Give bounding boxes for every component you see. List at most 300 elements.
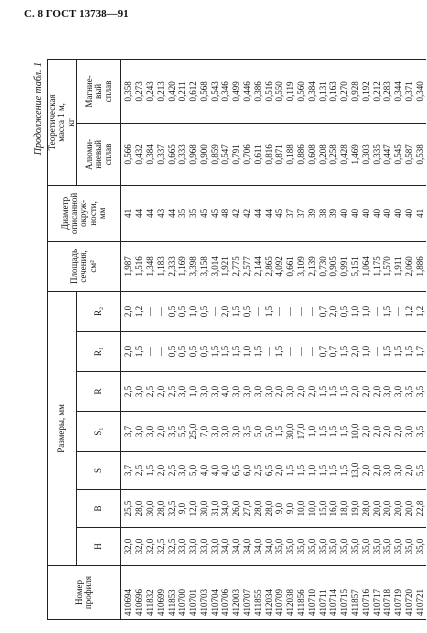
cell-alum-26: 0,587 [404,144,415,165]
column-H-values [121,528,426,566]
cell-area-2: 1,348 [144,256,155,277]
cell-B-13: 28,0 [263,500,274,517]
cell-area-8: 3,014 [209,256,220,277]
cell-area-5: 1,169 [177,256,188,277]
cell-R2-19: 2,0 [328,305,339,318]
cell-R1-2: — [144,347,155,356]
cell-R1-3: — [155,347,166,356]
cell-H-22: 35,0 [360,538,371,555]
cell-circle-21: 40 [350,208,361,218]
cell-R2-26: 1,2 [404,305,415,318]
cell-circle-14: 45 [274,208,285,218]
cell-R-18: 1,5 [317,385,328,398]
cell-S1-16: 17,0 [296,423,307,440]
cell-H-3: 32,5 [155,538,166,555]
cell-B-27: 22,8 [414,500,425,517]
col-header-profile: Номер профиля [48,566,121,620]
cell-alum-23: 0,335 [371,144,382,165]
cell-magn-14: 0,550 [274,81,285,102]
cell-S1-11: 3,5 [242,425,253,438]
cell-profile-10: 412003 [231,589,242,616]
cell-R1-4: 0,5 [166,345,177,358]
col-header-aluminium: Алюми- ниевый сплав [77,123,121,185]
cell-S-21: 13,0 [350,462,361,479]
cell-B-21: 19,0 [350,500,361,517]
cell-H-1: 32,0 [134,538,145,555]
cell-S1-21: 10,0 [350,423,361,440]
cell-magn-24: 0,283 [382,81,393,102]
cell-magn-0: 0,358 [123,81,134,102]
cell-S1-27: 3,5 [414,425,425,438]
cell-R1-23: — [371,347,382,356]
cell-S1-20: 1,5 [339,425,350,438]
cell-H-6: 33,0 [188,538,199,555]
cell-S1-18: 1,5 [317,425,328,438]
cell-R1-17: — [306,347,317,356]
cell-circle-26: 40 [404,208,415,218]
cell-area-25: 1,911 [393,256,404,277]
cell-R-6: 1,0 [188,385,199,398]
cell-circle-20: 40 [339,208,350,218]
cell-S1-9: 3,0 [220,425,231,438]
cell-B-14: 9,0 [274,502,285,515]
col-header-R1: R₁ [77,332,121,372]
cell-H-11: 34,0 [242,538,253,555]
cell-alum-9: 0,547 [220,144,231,165]
cell-S-27: 5,5 [414,464,425,477]
cell-circle-12: 44 [252,208,263,218]
cell-magn-26: 0,371 [404,81,415,102]
cell-S-22: 2,0 [360,464,371,477]
cell-H-14: 35,0 [274,538,285,555]
cell-S1-22: 2,0 [360,425,371,438]
cell-S-18: 1,5 [317,464,328,477]
cell-circle-25: 40 [393,208,404,218]
cell-S1-13: 5,0 [263,425,274,438]
cell-S-25: 3,0 [393,464,404,477]
cell-circle-17: 39 [306,208,317,218]
cell-R2-2: — [144,306,155,316]
cell-R-5: 3,0 [177,385,188,398]
cell-profile-18: 410711 [317,589,328,616]
cell-S-13: 6,5 [263,464,274,477]
cell-R2-12: — [252,306,263,316]
cell-circle-3: 43 [155,208,166,218]
cell-circle-6: 35 [188,208,199,218]
cell-H-2: 32,0 [144,538,155,555]
cell-area-9: 1,921 [220,256,231,277]
cell-R1-27: 1,7 [414,345,425,358]
cell-S-17: 1,0 [306,464,317,477]
cell-H-16: 35,0 [296,538,307,555]
cell-alum-24: 0,447 [382,144,393,165]
column-S-values [121,452,426,490]
cell-B-6: 12,0 [188,500,199,517]
cell-S1-15: 30,0 [285,423,296,440]
cell-circle-2: 44 [144,208,155,218]
cell-B-3: 28,0 [155,500,166,517]
cell-area-27: 1,886 [414,256,425,277]
cell-R-22: 2,0 [360,385,371,398]
cell-B-19: 16,0 [328,500,339,517]
cell-H-0: 32,0 [123,538,134,555]
cell-B-0: 25,5 [123,500,134,517]
column-circle-values [121,185,426,241]
cell-area-26: 2,060 [404,256,415,277]
cell-R1-10: 1,5 [231,345,242,358]
cell-R1-13: — [263,347,274,356]
cell-profile-12: 411855 [252,589,263,616]
column-area-values [121,241,426,291]
cell-S1-6: 25,0 [188,423,199,440]
cell-H-20: 35,0 [339,538,350,555]
cell-circle-16: 37 [296,208,307,218]
cell-S-11: 6,0 [242,464,253,477]
cell-S1-17: 1,0 [306,425,317,438]
cell-profile-4: 411853 [166,589,177,616]
cell-R2-15: — [285,306,296,316]
cell-R1-26: 1,5 [404,345,415,358]
cell-R1-11: 1,0 [242,345,253,358]
cell-profile-17: 410710 [306,589,317,616]
cell-alum-19: 0,258 [328,144,339,165]
cell-R2-20: 0,5 [339,305,350,318]
cell-B-22: 28,0 [360,500,371,517]
cell-S1-19: 1,5 [328,425,339,438]
cell-R1-15: — [285,347,296,356]
cell-R-15: 3,0 [285,385,296,398]
cell-magn-10: 0,499 [231,81,242,102]
cell-R-14: 2,0 [274,385,285,398]
cell-profile-2: 411832 [144,589,155,616]
cell-H-24: 35,0 [382,538,393,555]
cell-R2-21: 1,0 [350,305,361,318]
cell-R-19: 1,5 [328,385,339,398]
cell-area-11: 2,577 [242,256,253,277]
cell-alum-1: 0,432 [134,144,145,165]
cell-H-25: 35,0 [393,538,404,555]
cell-B-18: 15,0 [317,500,328,517]
cell-magn-9: 0,346 [220,81,231,102]
cell-R-27: 3,5 [414,385,425,398]
cell-profile-21: 411857 [350,589,361,616]
cell-magn-6: 0,612 [188,81,199,102]
cell-B-25: 20,0 [393,500,404,517]
cell-profile-23: 410717 [371,589,382,616]
cell-B-5: 9,0 [177,502,188,515]
cell-R2-5: 0,5 [177,305,188,318]
cell-R2-3: — [155,306,166,316]
cell-alum-21: 1,469 [350,144,361,165]
cell-alum-25: 0,545 [393,144,404,165]
cell-alum-15: 0,188 [285,144,296,165]
col-header-circle-diameter: Диаметр описанной окруж- ности, мм [48,185,121,241]
col-header-R: R [77,372,121,412]
cell-S-14: 2,0 [274,464,285,477]
cell-circle-27: 41 [414,208,425,218]
cell-area-15: 0,661 [285,256,296,277]
column-profile-values [121,566,426,620]
cell-R-8: 3,0 [209,385,220,398]
cell-magn-27: 0,340 [414,81,425,102]
cell-H-8: 33,0 [209,538,220,555]
cell-profile-22: 410716 [360,589,371,616]
cell-circle-7: 45 [198,208,209,218]
cell-R2-23: — [371,306,382,316]
col-header-R2: R₂ [77,291,121,331]
cell-H-26: 35,0 [404,538,415,555]
cell-area-4: 2,333 [166,256,177,277]
cell-R2-17: — [306,306,317,316]
cell-magn-15: 0,119 [285,81,296,102]
cell-alum-7: 0,900 [198,144,209,165]
cell-R-7: 3,0 [198,385,209,398]
cell-R2-8: — [209,306,220,316]
cell-H-17: 35,0 [306,538,317,555]
cell-area-14: 4,092 [274,256,285,277]
cell-alum-18: 0,208 [317,144,328,165]
cell-S1-26: 3,0 [404,425,415,438]
cell-profile-16: 411856 [296,589,307,616]
cell-area-10: 2,775 [231,256,242,277]
cell-R-2: 2,5 [144,385,155,398]
cell-area-19: 0,905 [328,256,339,277]
cell-profile-6: 410701 [188,589,199,616]
cell-R-4: 2,5 [166,385,177,398]
cell-S-6: 5,0 [188,464,199,477]
cell-area-23: 1,175 [371,256,382,277]
cell-R-25: 3,0 [393,385,404,398]
cell-profile-0: 410694 [123,589,134,616]
cell-H-7: 33,0 [198,538,209,555]
cell-R-26: 3,5 [404,385,415,398]
cell-magn-1: 0,273 [134,81,145,102]
cell-R2-25: — [393,306,404,316]
cell-H-19: 35,0 [328,538,339,555]
cell-profile-9: 410706 [220,589,231,616]
cell-circle-13: 44 [263,208,274,218]
cell-profile-20: 410715 [339,589,350,616]
cell-R1-25: 1,5 [393,345,404,358]
cell-R2-11: 0,5 [242,305,253,318]
cell-S-4: 2,5 [166,464,177,477]
cell-area-24: 1,570 [382,256,393,277]
cell-profile-14: 410709 [274,589,285,616]
cell-circle-0: 41 [123,208,134,218]
cell-circle-11: 42 [242,208,253,218]
cell-B-8: 31,0 [209,500,220,517]
cell-magn-18: 0,131 [317,81,328,102]
cell-R2-4: 0,5 [166,305,177,318]
cell-R2-16: — [296,306,307,316]
cell-alum-20: 0,428 [339,144,350,165]
cell-magn-20: 0,270 [339,81,350,102]
cell-R-17: 2,0 [306,385,317,398]
column-R2-values [121,291,426,331]
cell-S-0: 3,7 [123,464,134,477]
cell-alum-4: 0,665 [166,144,177,165]
cell-S-3: 2,0 [155,464,166,477]
cell-R1-6: 0,5 [188,345,199,358]
cell-alum-6: 0,968 [188,144,199,165]
cell-area-3: 1,183 [155,256,166,277]
cell-S-1: 2,5 [134,464,145,477]
cell-area-20: 0,991 [339,256,350,277]
cell-magn-5: 0,211 [177,81,188,102]
cell-R1-12: 1,5 [252,345,263,358]
cell-circle-18: 38 [317,208,328,218]
cell-S1-8: 3,0 [209,425,220,438]
cell-R-20: 1,5 [339,385,350,398]
cell-R2-10: 1,5 [231,305,242,318]
cell-alum-17: 0,608 [306,144,317,165]
cell-R-9: 4,0 [220,385,231,398]
column-aluminium-values [121,123,426,185]
cell-magn-16: 0,560 [296,81,307,102]
cell-R1-7: 0,5 [198,345,209,358]
cell-magn-25: 0,344 [393,81,404,102]
cell-S1-3: 2,0 [155,425,166,438]
rotated-table-block [33,60,425,620]
cell-S1-0: 3,7 [123,425,134,438]
cell-B-11: 27,0 [242,500,253,517]
cell-R-24: 3,0 [382,385,393,398]
cell-B-16: 10,0 [296,500,307,517]
cell-circle-4: 44 [166,208,177,218]
cell-R2-0: 2,0 [123,305,134,318]
cell-circle-8: 45 [209,208,220,218]
table-continuation-title: Продолжение табл. 1 [33,62,44,156]
cell-alum-10: 0,791 [231,144,242,165]
column-B-values [121,490,426,528]
cell-R2-24: 1,5 [382,305,393,318]
cell-magn-2: 0,243 [144,81,155,102]
cell-alum-22: 0,303 [360,144,371,165]
cell-area-6: 3,398 [188,256,199,277]
cell-R-0: 2,5 [123,385,134,398]
cell-profile-25: 410719 [393,589,404,616]
cell-R1-14: 1,5 [274,345,285,358]
cell-S-24: 3,0 [382,464,393,477]
cell-profile-3: 410699 [155,589,166,616]
page-header: С. 8 ГОСТ 13738—91 [24,8,129,20]
cell-magn-3: 0,213 [155,81,166,102]
cell-alum-2: 0,384 [144,144,155,165]
cell-B-12: 28,0 [252,500,263,517]
col-header-magnesium: Магние- вый сплав [77,59,121,123]
cell-profile-8: 410704 [209,589,220,616]
cell-R2-13: 1,5 [263,305,274,318]
col-header-B: B [77,490,121,528]
cell-B-4: 32,5 [166,500,177,517]
cell-S1-5: 5,5 [177,425,188,438]
cell-profile-19: 410714 [328,589,339,616]
cell-B-10: 26,0 [231,500,242,517]
cell-circle-22: 40 [360,208,371,218]
column-magnesium-values [121,59,426,123]
cell-S-5: 3,0 [177,464,188,477]
cell-profile-26: 410720 [404,589,415,616]
cell-R2-22: 1,0 [360,305,371,318]
cell-R2-6: 1,0 [188,305,199,318]
cell-R2-9: 2,0 [220,305,231,318]
cell-S-23: 2,0 [371,464,382,477]
cell-area-7: 3,158 [198,256,209,277]
cell-R-1: 3,0 [134,385,145,398]
col-header-S: S [77,452,121,490]
cell-magn-19: 0,163 [328,81,339,102]
cell-alum-14: 0,871 [274,144,285,165]
cell-S1-25: 2,0 [393,425,404,438]
cell-alum-13: 0,816 [263,144,274,165]
cell-area-1: 1,516 [134,256,145,277]
cell-H-4: 32,5 [166,538,177,555]
cell-profile-27: 410721 [414,589,425,616]
cell-S1-2: 3,0 [144,425,155,438]
cell-circle-9: 48 [220,208,231,218]
cell-S-20: 1,5 [339,464,350,477]
cell-R-10: 3,0 [231,385,242,398]
cell-area-17: 2,139 [306,256,317,277]
cell-circle-1: 44 [134,208,145,218]
cell-S-9: 4,0 [220,464,231,477]
cell-magn-8: 0,543 [209,81,220,102]
cell-S1-12: 5,0 [252,425,263,438]
col-group-mass: Теоретическая масса 1 м, кг [48,59,77,185]
cell-magn-23: 0,212 [371,81,382,102]
cell-H-13: 34,0 [263,538,274,555]
cell-B-15: 9,0 [285,502,296,515]
cell-circle-15: 37 [285,208,296,218]
cell-profile-13: 412034 [263,589,274,616]
cell-profile-15: 412038 [285,589,296,616]
cell-area-22: 1,064 [360,256,371,277]
cell-R2-27: 1,2 [414,305,425,318]
cell-S1-23: 2,0 [371,425,382,438]
cell-R-13: 3,0 [263,385,274,398]
cell-R1-21: 2,0 [350,345,361,358]
cell-alum-16: 0,886 [296,144,307,165]
cell-S-7: 4,0 [198,464,209,477]
cell-circle-10: 42 [231,208,242,218]
cell-alum-8: 0,859 [209,144,220,165]
cell-R-23: 2,0 [371,385,382,398]
profiles-table [47,59,426,620]
cell-profile-7: 410703 [198,589,209,616]
cell-R1-19: 0,7 [328,345,339,358]
cell-H-23: 35,0 [371,538,382,555]
col-group-dimensions: Размеры, мм [48,291,77,565]
cell-alum-3: 0,337 [155,144,166,165]
cell-B-23: 20,0 [371,500,382,517]
cell-profile-24: 410718 [382,589,393,616]
cell-R1-1: 1,5 [134,345,145,358]
cell-alum-11: 0,706 [242,144,253,165]
cell-B-20: 18,0 [339,500,350,517]
column-R1-values [121,332,426,372]
cell-H-10: 34,0 [231,538,242,555]
cell-H-15: 35,0 [285,538,296,555]
cell-R1-8: 1,5 [209,345,220,358]
col-header-H: H [77,528,121,566]
column-R-values [121,372,426,412]
cell-R1-5: 0,5 [177,345,188,358]
cell-B-9: 34,0 [220,500,231,517]
cell-S-26: 2,0 [404,464,415,477]
cell-S1-14: 1,5 [274,425,285,438]
cell-R1-9: 1,5 [220,345,231,358]
col-header-area: Площадь сечения, см² [48,241,121,291]
